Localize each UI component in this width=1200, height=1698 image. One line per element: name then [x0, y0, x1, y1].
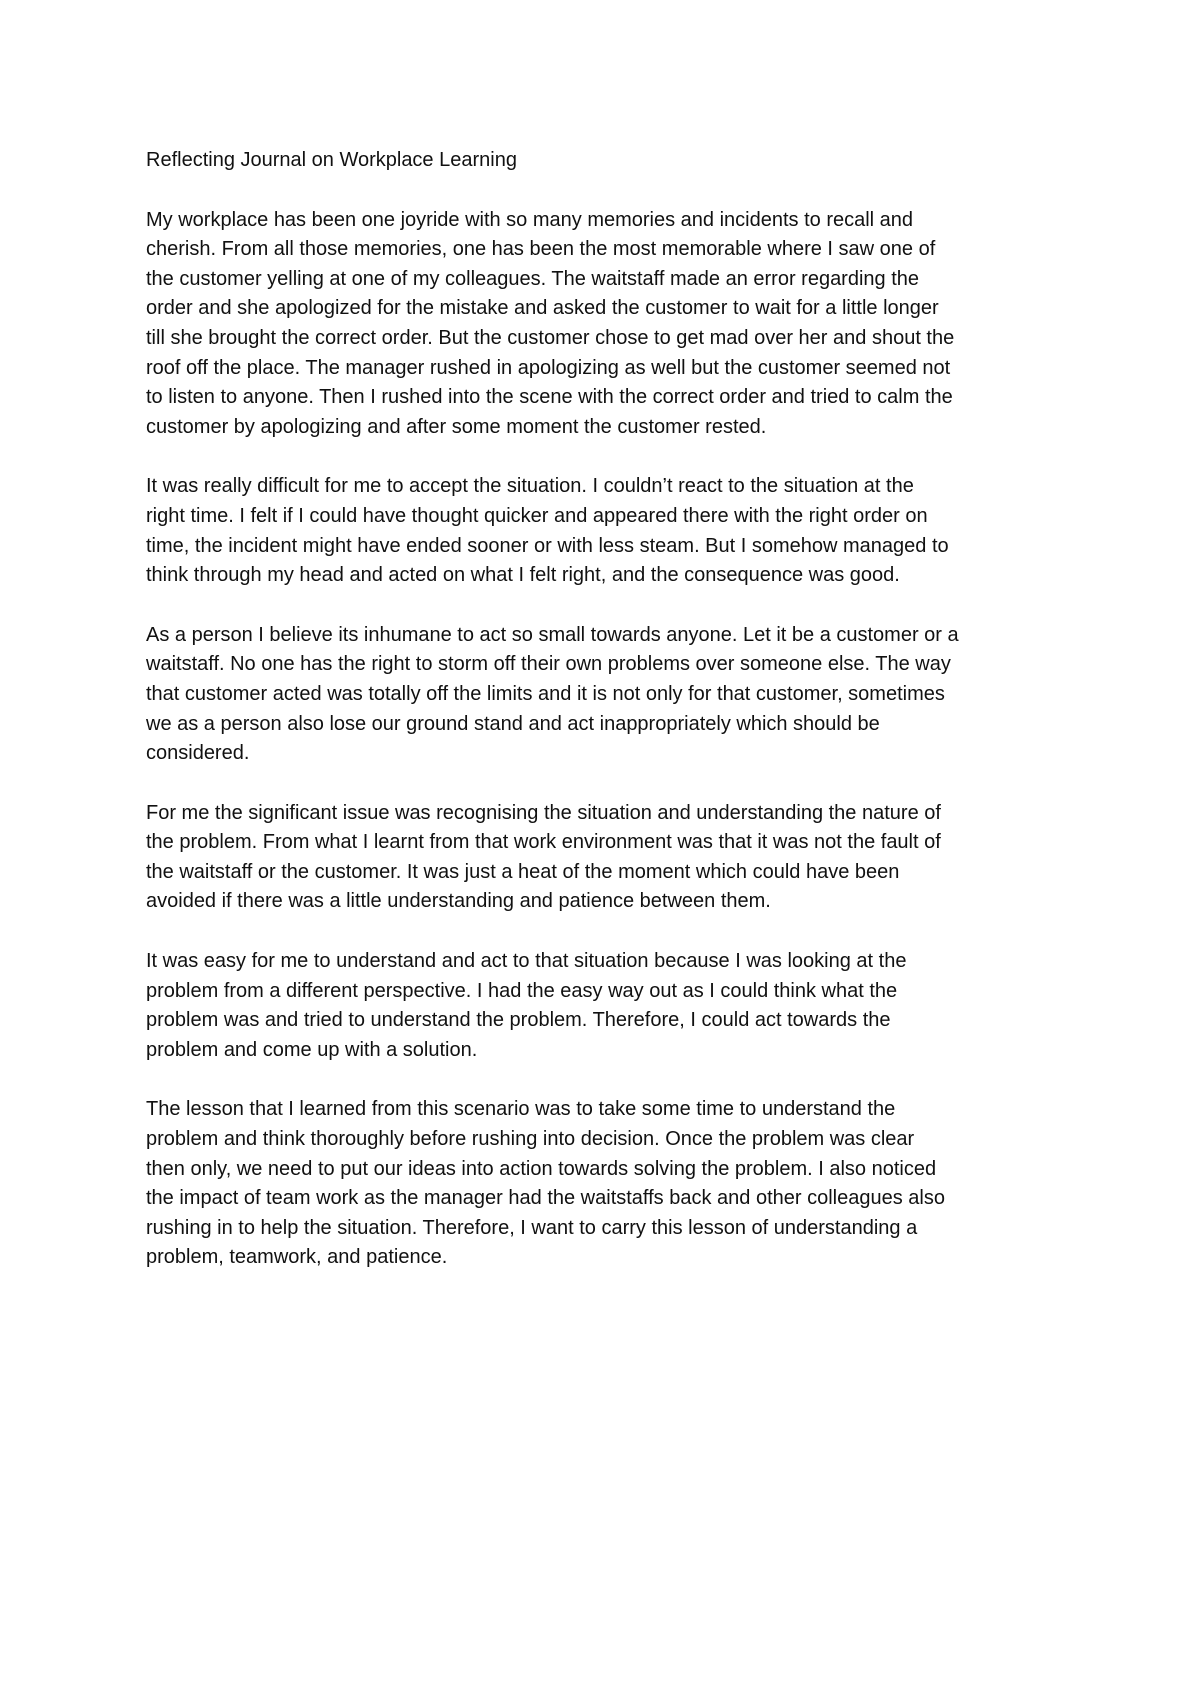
paragraph-line: to listen to anyone. Then I rushed into the scene with the correct order and tried to calm the	[146, 386, 953, 409]
paragraph-line: problem and come up with a solution.	[146, 1038, 478, 1061]
paragraph-line: As a person I believe its inhumane to act so small towards anyone. Let it be a customer or a	[146, 623, 959, 646]
document-body	[146, 146, 1086, 1303]
paragraph-line: waitstaff. No one has the right to storm off their own problems over someone else. The way	[146, 653, 951, 676]
paragraph-line: My workplace has been one joyride with so many memories and incidents to recall and	[146, 208, 914, 231]
paragraph-line: roof off the place. The manager rushed in apologizing as well but the customer seemed not	[146, 356, 951, 379]
paragraph-line: considered.	[146, 742, 250, 765]
paragraph-line: cherish. From all those memories, one has been the most memorable where I saw one of	[146, 238, 936, 261]
paragraph-5	[146, 947, 1086, 1065]
paragraph-line: avoided if there was a little understanding and patience between them.	[146, 890, 771, 913]
paragraph-line: think through my head and acted on what I felt right, and the consequence was good.	[146, 564, 900, 587]
paragraph-line: problem was and tried to understand the problem. Therefore, I could act towards the	[146, 1009, 891, 1032]
paragraph-line: It was easy for me to understand and act to that situation because I was looking at the	[146, 950, 907, 973]
paragraph-4	[146, 799, 1086, 917]
paragraph-container	[146, 206, 1086, 1273]
paragraph-line: The lesson that I learned from this scenario was to take some time to understand the	[146, 1098, 896, 1121]
paragraph-line: customer by apologizing and after some moment the customer rested.	[146, 415, 767, 438]
paragraph-line: time, the incident might have ended sooner or with less steam. But I somehow managed to	[146, 534, 949, 557]
paragraph-line: It was really difficult for me to accept the situation. I couldn’t react to the situation at the	[146, 475, 914, 498]
paragraph-line: right time. I felt if I could have thought quicker and appeared there with the right order on	[146, 504, 928, 527]
paragraph-line: order and she apologized for the mistake and asked the customer to wait for a little longer	[146, 297, 939, 320]
paragraph-1	[146, 206, 1086, 443]
document-title: Reflecting Journal on Workplace Learning	[146, 149, 517, 171]
paragraph-2	[146, 472, 1086, 590]
paragraph-line: For me the significant issue was recognising the situation and understanding the nature of	[146, 801, 941, 824]
paragraph-line: till she brought the correct order. But the customer chose to get mad over her and shout the	[146, 326, 955, 349]
paragraph-3	[146, 621, 1086, 769]
paragraph-6	[146, 1095, 1086, 1273]
paragraph-line: problem, teamwork, and patience.	[146, 1246, 448, 1269]
paragraph-line: the customer yelling at one of my colleagues. The waitstaff made an error regarding the	[146, 267, 920, 290]
paragraph-line: problem and think thoroughly before rushing into decision. Once the problem was clear	[146, 1128, 915, 1151]
paragraph-line: the impact of team work as the manager had the waitstaffs back and other colleagues also	[146, 1187, 945, 1210]
paragraph-line: the waitstaff or the customer. It was just a heat of the moment which could have been	[146, 860, 900, 883]
paragraph-line: that customer acted was totally off the limits and it is not only for that customer, sometimes	[146, 682, 945, 705]
paragraph-line: then only, we need to put our ideas into action towards solving the problem. I also noticed	[146, 1157, 937, 1180]
paragraph-line: rushing in to help the situation. Therefore, I want to carry this lesson of understanding a	[146, 1216, 918, 1239]
paragraph-line: the problem. From what I learnt from that work environment was that it was not the fault of	[146, 831, 941, 854]
paragraph-line: problem from a different perspective. I had the easy way out as I could think what the	[146, 979, 898, 1002]
paragraph-line: we as a person also lose our ground stand and act inappropriately which should be	[146, 712, 880, 735]
